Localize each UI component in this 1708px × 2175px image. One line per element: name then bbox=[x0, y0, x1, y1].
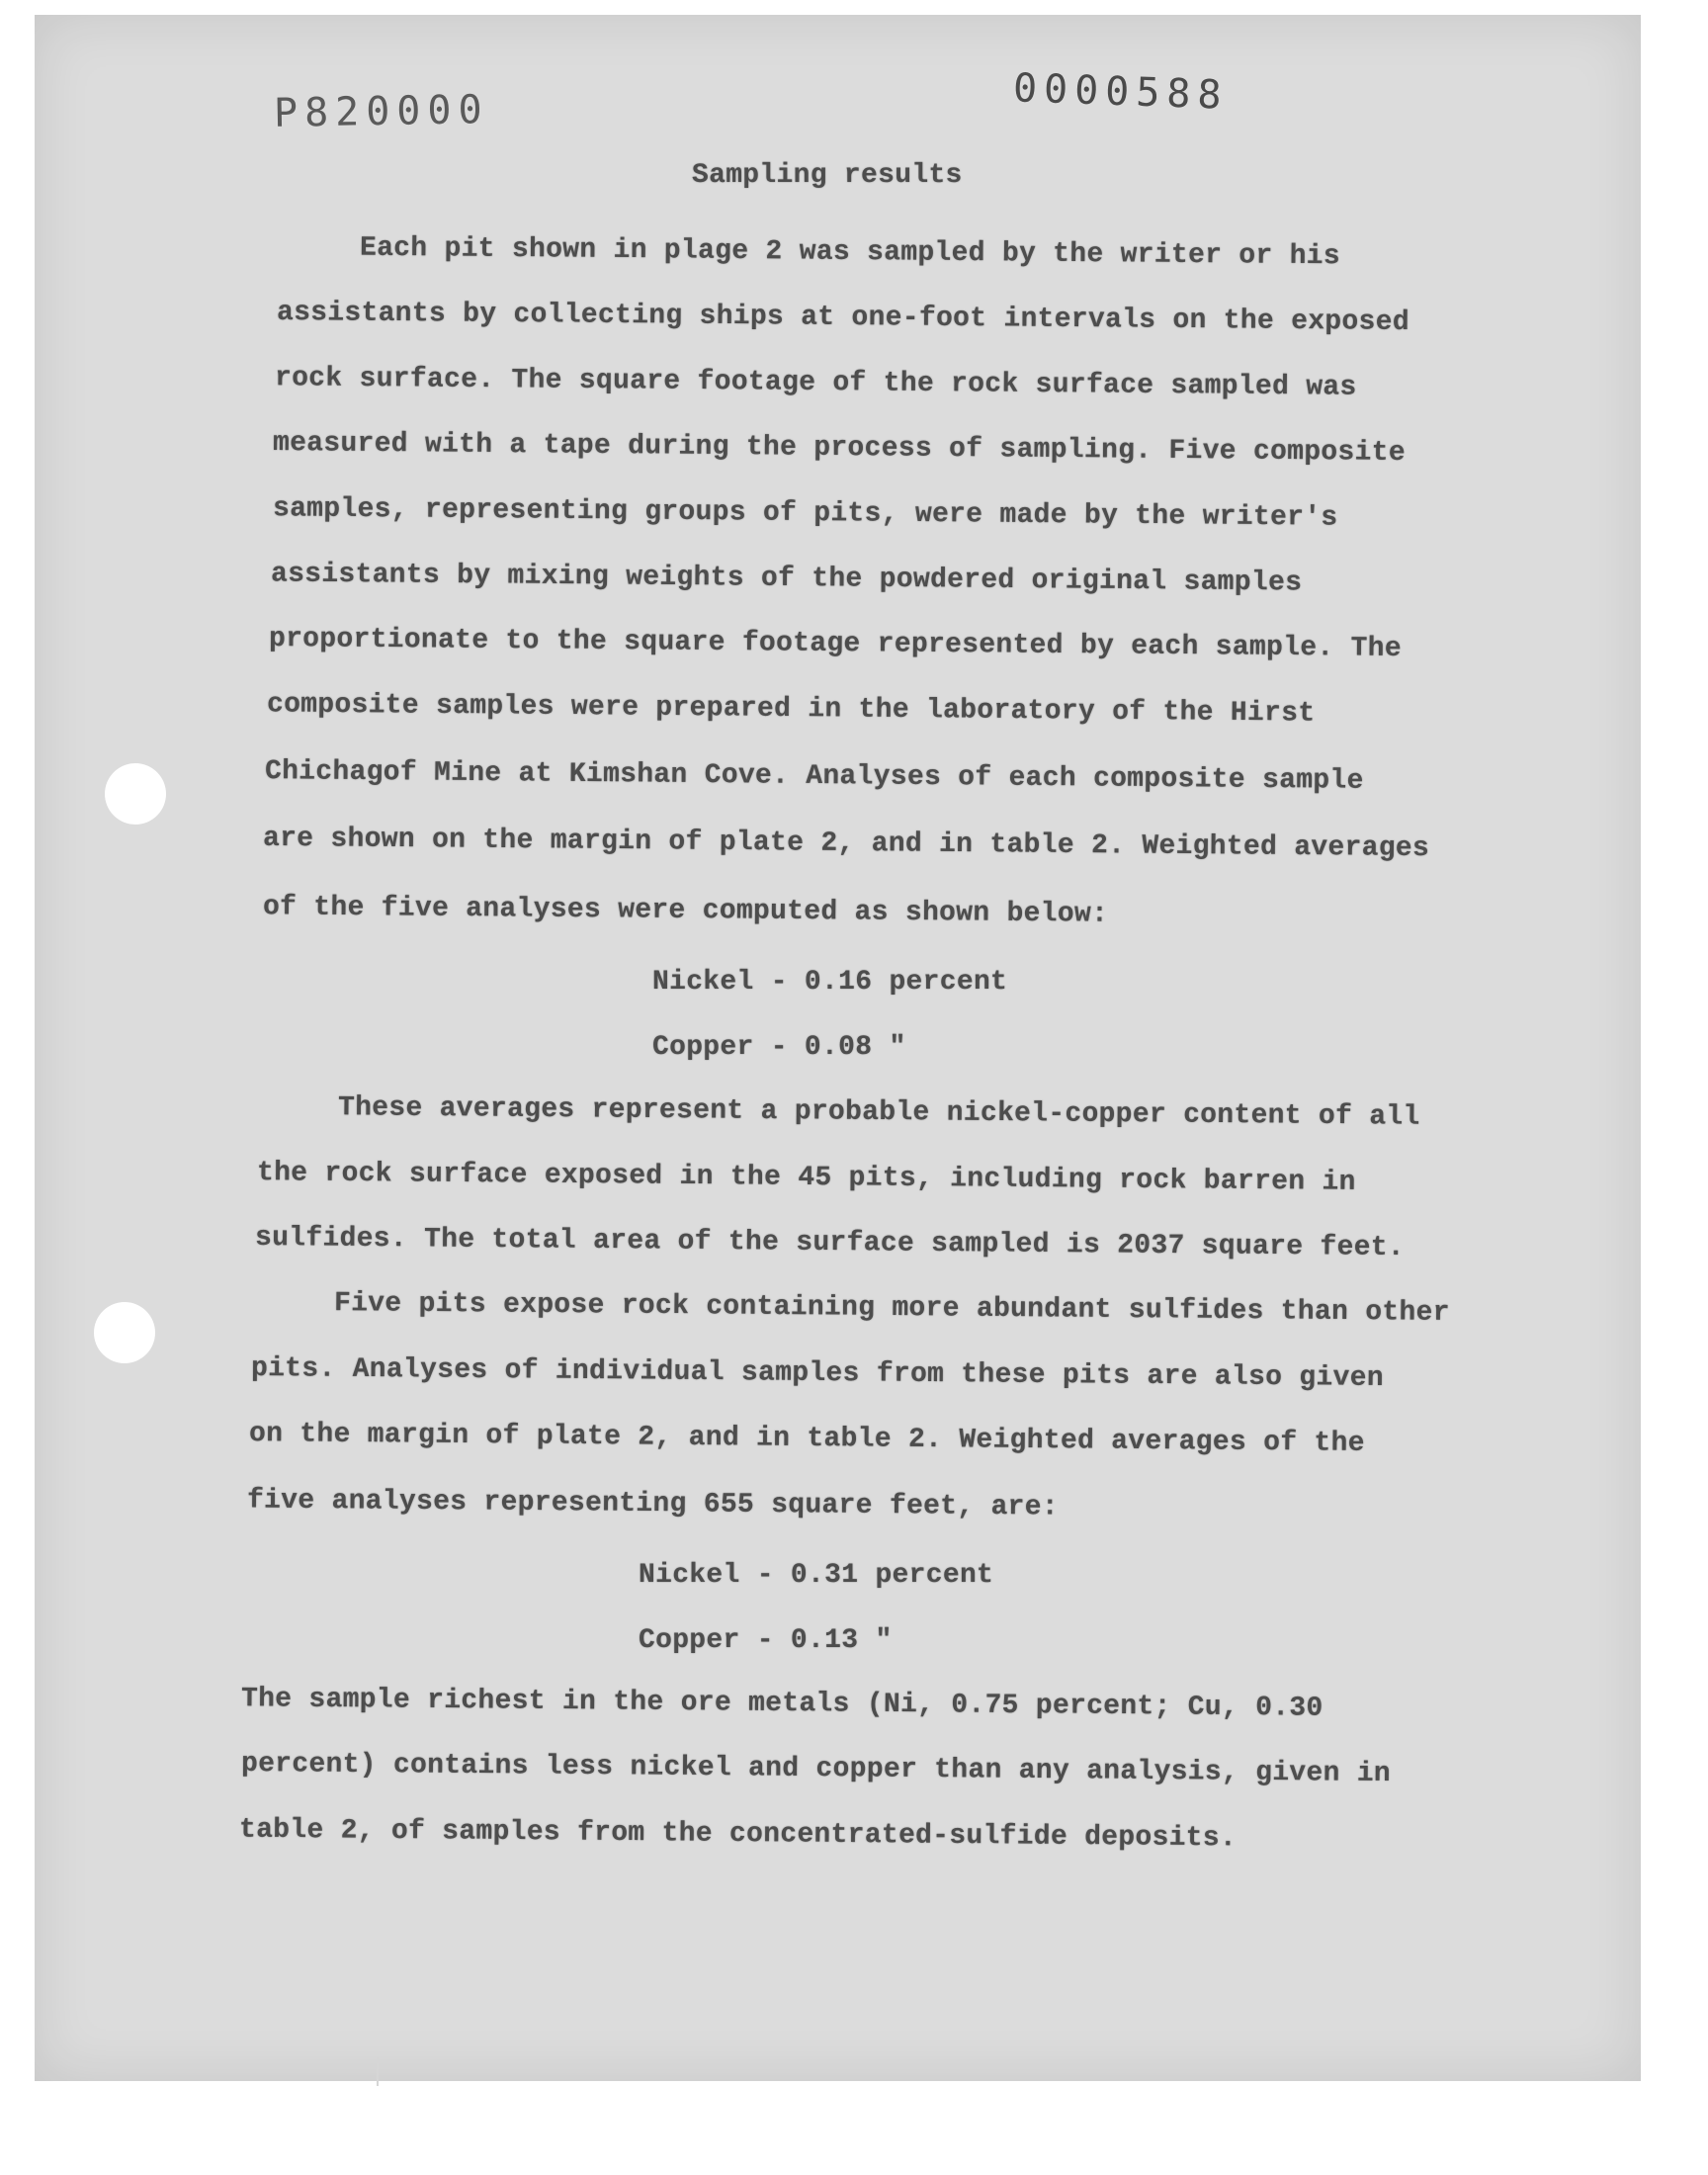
paragraph-1-line-11: of the five analyses were computed as shown below: bbox=[262, 892, 1109, 930]
paragraph-2-line-3: sulfides. The total area of the surface sampled is 2037 square feet. bbox=[254, 1222, 1406, 1264]
page-edge-mark bbox=[377, 2056, 379, 2086]
nickel-average-rich: Nickel - 0.31 percent bbox=[639, 1560, 994, 1591]
paragraph-2-line-1: These averages represent a probable nickel-copper content of all bbox=[337, 1092, 1420, 1133]
paragraph-1-line-6: assistants by mixing weights of the powdered original samples bbox=[270, 559, 1303, 599]
paragraph-4-line-3: table 2, of samples from the concentrated-sulfide deposits. bbox=[238, 1814, 1238, 1855]
nickel-average-all: Nickel - 0.16 percent bbox=[652, 967, 1008, 998]
copper-average-rich: Copper - 0.13 " bbox=[639, 1625, 893, 1656]
paragraph-3-line-2: pits. Analyses of individual samples from these pits are also given bbox=[250, 1353, 1385, 1394]
document-number-left: P820000 bbox=[273, 87, 489, 136]
paragraph-3-line-3: on the margin of plate 2, and in table 2. Weighted averages of the bbox=[248, 1419, 1365, 1459]
paragraph-1-line-3: rock surface. The square footage of the rock surface sampled was bbox=[274, 363, 1357, 403]
paragraph-4-line-2: percent) contains less nickel and copper than any analysis, given in bbox=[240, 1748, 1392, 1790]
paragraph-1-line-7: proportionate to the square footage represented by each sample. The bbox=[268, 624, 1403, 664]
paragraph-4-line-1: The sample richest in the ore metals (Ni, 0.75 percent; Cu, 0.30 bbox=[240, 1684, 1324, 1724]
paragraph-1-line-5: samples, representing groups of pits, were made by the writer's bbox=[272, 493, 1338, 534]
page-title: Sampling results bbox=[692, 160, 963, 191]
paragraph-3-line-1: Five pits expose rock containing more abundant sulfides than other bbox=[333, 1288, 1450, 1329]
document-number-right: 0000588 bbox=[1012, 65, 1230, 119]
paragraph-1-line-1: Each pit shown in plage 2 was sampled by the writer or his bbox=[359, 232, 1341, 273]
paragraph-1-line-2: assistants by collecting ships at one-foot intervals on the exposed bbox=[276, 298, 1410, 338]
copper-average-all: Copper - 0.08 " bbox=[652, 1032, 906, 1063]
paragraph-1-line-10: are shown on the margin of plate 2, and in table 2. Weighted averages bbox=[262, 823, 1430, 865]
punch-hole-upper bbox=[105, 763, 166, 825]
paragraph-1-line-9: Chichagof Mine at Kimshan Cove. Analyses of each composite sample bbox=[264, 756, 1364, 797]
paragraph-1-line-8: composite samples were prepared in the laboratory of the Hirst bbox=[266, 689, 1316, 730]
punch-hole-lower bbox=[94, 1302, 155, 1363]
paragraph-1-line-4: measured with a tape during the process of sampling. Five composite bbox=[272, 428, 1407, 469]
paragraph-3-line-4: five analyses representing 655 square feet, are: bbox=[246, 1485, 1060, 1523]
paragraph-2-line-2: the rock surface exposed in the 45 pits, including rock barren in bbox=[256, 1158, 1356, 1198]
